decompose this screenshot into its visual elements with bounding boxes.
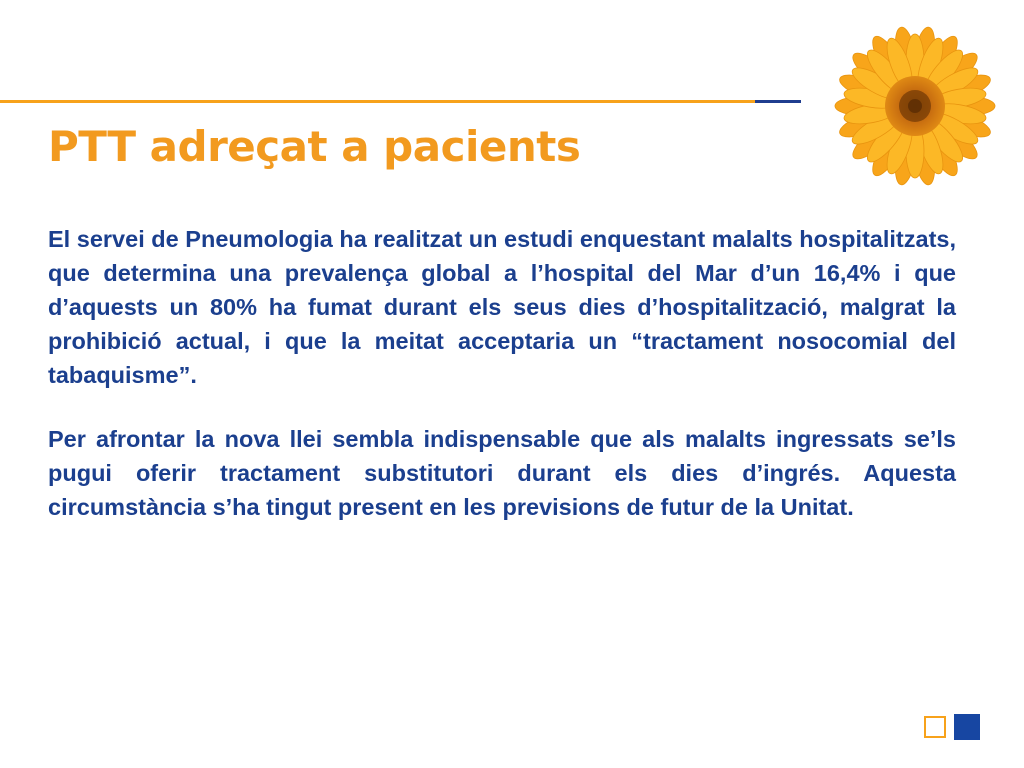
outline-square-icon [924, 716, 946, 738]
header-rule-orange [0, 100, 755, 103]
slide-body [48, 222, 956, 554]
slide-title: PTT adreçat a pacients [48, 122, 581, 171]
body-paragraph-2: Per afrontar la nova llei sembla indispensable que als malalts ingressats se’ls pugui oferir tractament substitutori durant els dies d’ingrés. Aquesta circumstància s’ha tingut present en les previsions de futur de la Unitat. [48, 426, 956, 520]
slide-corner-squares [924, 714, 984, 742]
body-paragraph-1: El servei de Pneumologia ha realitzat un estudi enquestant malalts hospitalitzats, que determina una prevalença global a l’hospital del Mar d’un 16,4% i que d’aquests un 80% ha fumat durant els seus dies d’hospitalització, malgrat la prohibició actual, i que la meitat acceptaria un “tractament nosocomial del tabaquisme”. [48, 226, 956, 388]
header-rule-blue [755, 100, 801, 103]
filled-square-icon [954, 714, 980, 740]
sunflower-icon [820, 18, 1010, 198]
